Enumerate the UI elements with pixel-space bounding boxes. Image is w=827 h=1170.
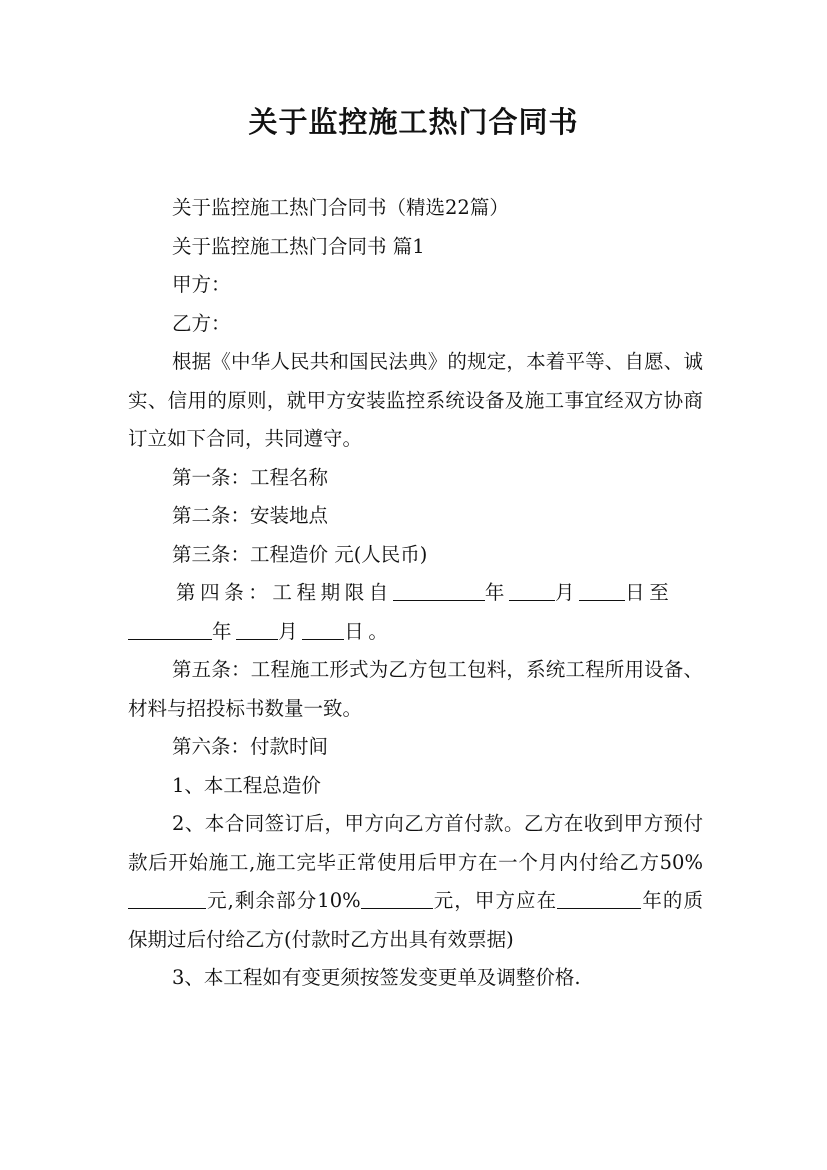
blank-line <box>128 888 206 909</box>
article-4 <box>128 574 703 651</box>
item-2-text-c: 元，甲方应在 <box>432 889 558 912</box>
article-4-month: 月 <box>555 581 580 604</box>
item-2 <box>128 805 703 959</box>
article-2: 第二条：安装地点 <box>172 504 329 527</box>
article-4-year: 年 <box>484 581 510 604</box>
subtitle-paragraph: 关于监控施工热门合同书（精选22篇） <box>172 196 509 219</box>
item-3: 3、本工程如有变更须按签发变更单及调整价格. <box>172 966 581 989</box>
party-a-line: 甲方： <box>172 273 231 296</box>
intro-paragraph: 根据《中华人民共和国民法典》的规定，本着平等、自愿、诚实、信用的原则，就甲方安装监控系统设备及施工事宜经双方协商订立如下合同，共同遵守。 <box>128 350 703 450</box>
article-4-day-end: 日。 <box>344 619 393 643</box>
blank-line <box>302 619 344 640</box>
article-1: 第一条：工程名称 <box>172 465 329 489</box>
article-5: 第五条：工程施工形式为乙方包工包料，系统工程所用设备、材料与招投标书数量一致。 <box>128 658 703 720</box>
blank-line <box>236 619 278 640</box>
item-2-text-d: 年的质保期过后付给乙方(付款时乙方出具有效票据) <box>128 889 703 951</box>
article-4-day-to: 日至 <box>625 581 674 604</box>
blank-line <box>579 580 625 601</box>
article-6: 第六条：付款时间 <box>172 735 329 758</box>
blank-line <box>361 888 433 909</box>
article-4-start: 第四条：工程期限自 <box>176 581 393 604</box>
party-b-line: 乙方： <box>172 311 231 335</box>
blank-line <box>509 580 555 601</box>
item-1: 1、本工程总造价 <box>172 773 321 797</box>
section-heading: 关于监控施工热门合同书 篇1 <box>172 234 425 258</box>
item-2-text-a: 2、本合同签订后，甲方向乙方首付款。乙方在收到甲方预付款后开始施工,施工完毕正常使用后甲方在一个月内付给乙方50% <box>128 812 703 874</box>
article-4-year2: 年 <box>212 619 237 643</box>
article-3: 第三条：工程造价 元(人民币) <box>172 542 428 566</box>
document-body <box>128 189 703 998</box>
article-4-month2: 月 <box>278 619 303 643</box>
blank-line <box>557 888 641 909</box>
document-title: 关于监控施工热门合同书 <box>248 105 579 139</box>
blank-line <box>393 580 485 601</box>
item-2-text-b: 元,剩余部分10% <box>206 889 361 912</box>
blank-line <box>128 619 212 640</box>
